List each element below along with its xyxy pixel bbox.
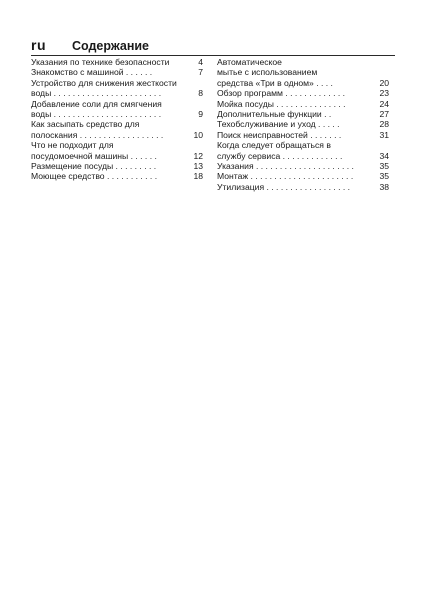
- page-title: Содержание: [72, 39, 150, 53]
- toc-page-number: 23: [379, 88, 389, 99]
- toc-entry-text: Монтаж . . . . . . . . . . . . . . . . . . . . . .: [217, 171, 354, 182]
- toc-page-number: 27: [379, 109, 389, 120]
- toc-entry[interactable]: [217, 161, 389, 171]
- toc-page-number: 18: [193, 171, 203, 182]
- toc-entry-text: Как засыпать средство для: [31, 119, 140, 130]
- toc-entry[interactable]: [217, 57, 389, 88]
- toc-entry[interactable]: [31, 161, 203, 171]
- toc-entry-text: Автоматическое: [217, 57, 282, 67]
- toc-page-number: 20: [379, 77, 389, 88]
- toc-entry[interactable]: [31, 140, 203, 161]
- toc-entry[interactable]: [217, 171, 389, 181]
- toc-entry[interactable]: [31, 67, 203, 77]
- toc-entry-text: воды . . . . . . . . . . . . . . . . . . . . . . .: [31, 88, 162, 99]
- toc-entry[interactable]: [31, 78, 203, 99]
- toc-entry-text: Устройство для снижения жесткости: [31, 77, 177, 88]
- toc-entry-text: Знакомство с машиной . . . . . .: [31, 67, 153, 78]
- toc-page-number: 4: [198, 57, 203, 67]
- toc-entry-text: Моющее средство . . . . . . . . . . .: [31, 171, 158, 182]
- toc-entry[interactable]: [217, 109, 389, 119]
- toc-entry-text: Когда следует обращаться в: [217, 140, 331, 151]
- toc-entry-text: средства «Три в одном» . . . .: [217, 77, 333, 88]
- language-code: ru: [31, 37, 46, 53]
- header-rule: [31, 55, 395, 56]
- toc-entry[interactable]: [217, 130, 389, 140]
- toc-entry-text: Указания . . . . . . . . . . . . . . . . . . . . .: [217, 161, 354, 172]
- toc-page-number: 31: [379, 129, 389, 140]
- toc-entry[interactable]: [31, 119, 203, 140]
- toc-page-number: 28: [379, 119, 389, 130]
- toc-entry-text: Техобслуживание и уход . . . . .: [217, 119, 340, 130]
- toc-entry[interactable]: [217, 182, 389, 192]
- toc-entry-text: воды . . . . . . . . . . . . . . . . . . . . . . .: [31, 109, 162, 120]
- toc-entry-text: службу сервиса . . . . . . . . . . . . .: [217, 150, 343, 161]
- toc-entry-text: полоскания . . . . . . . . . . . . . . . . . .: [31, 129, 164, 140]
- toc-page-number: 35: [379, 161, 389, 172]
- toc-entry[interactable]: [31, 57, 203, 67]
- toc-page-number: 8: [198, 88, 203, 99]
- toc-entry[interactable]: [217, 88, 389, 98]
- toc-page-number: 10: [193, 129, 203, 140]
- toc-page-number: 24: [379, 98, 389, 109]
- toc-entry-text: Утилизация . . . . . . . . . . . . . . . . . .: [217, 181, 351, 192]
- toc-entry-text: мытье с использованием: [217, 67, 318, 78]
- toc-entry[interactable]: [31, 171, 203, 181]
- toc-column-right: [217, 57, 389, 192]
- toc-page-number: 35: [379, 171, 389, 182]
- toc-page-number: 7: [198, 67, 203, 78]
- toc-column-left: [31, 57, 203, 182]
- toc-page-number: 38: [379, 181, 389, 192]
- toc-entry-text: Поиск неисправностей . . . . . . .: [217, 129, 342, 140]
- toc-entry-text: Дополнительные функции . .: [217, 109, 332, 120]
- toc-entry-text: посудомоечной машины . . . . . .: [31, 150, 157, 161]
- toc-entry-text: Указания по технике безопасности: [31, 57, 170, 67]
- toc-page-number: 34: [379, 150, 389, 161]
- toc-page-number: 12: [193, 150, 203, 161]
- toc-entry[interactable]: [217, 119, 389, 129]
- toc-entry-text: Размещение посуды . . . . . . . . .: [31, 161, 157, 172]
- toc-page-number: 13: [193, 161, 203, 172]
- toc-entry[interactable]: [31, 99, 203, 120]
- toc-entry[interactable]: [217, 99, 389, 109]
- toc-entry-text: Что не подходит для: [31, 140, 114, 151]
- toc-page-number: 9: [198, 109, 203, 120]
- toc-entry-text: Мойка посуды . . . . . . . . . . . . . . .: [217, 98, 346, 109]
- toc-entry-text: Обзор программ . . . . . . . . . . . . .: [217, 88, 346, 99]
- toc-entry[interactable]: [217, 140, 389, 161]
- toc-entry-text: Добавление соли для смягчения: [31, 98, 162, 109]
